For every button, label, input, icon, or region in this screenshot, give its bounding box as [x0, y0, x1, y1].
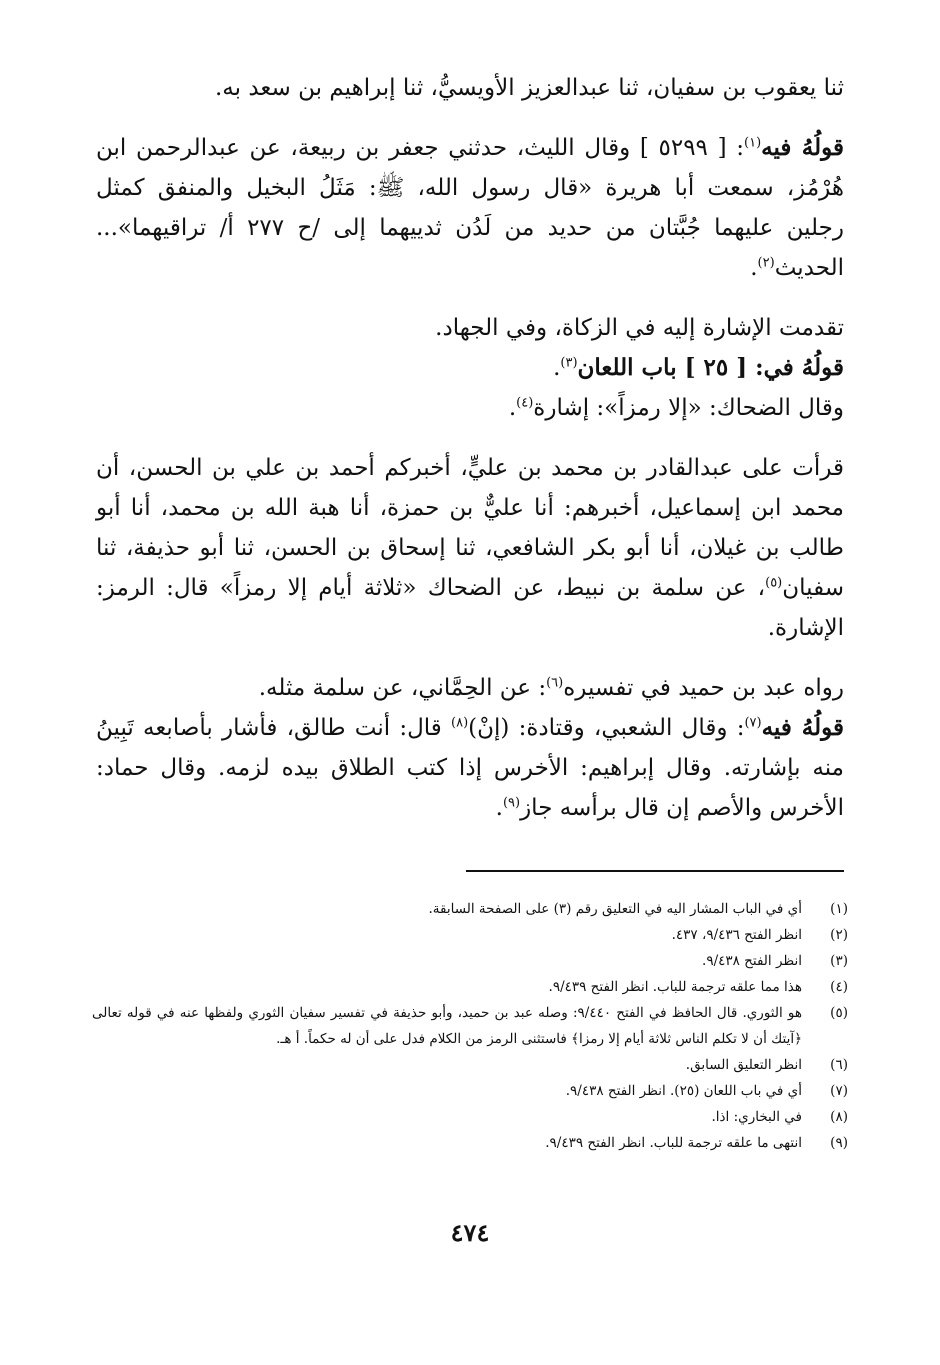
text-run: وقال الضحاك: «إلا رمزاً»: إشارة: [533, 395, 844, 421]
footnote: [92, 1104, 848, 1130]
section-reference: قولُهُ فيه: [761, 134, 844, 161]
paragraph: [96, 448, 844, 648]
text-run: .: [495, 795, 503, 821]
footnote: [92, 922, 848, 948]
text-run: ثنا يعقوب بن سفيان، ثنا عبدالعزيز الأويسيُّ، ثنا إبراهيم بن سعد به.: [215, 75, 844, 101]
text-run: قرأت على عبدالقادر بن محمد بن عليٍّ، أخبركم أحمد بن علي بن الحسن، أن محمد ابن إسماعيل، أخبرهم: أنا عليٌّ بن حمزة، أنا هبة الله بن محمد، أنا أبو طالب بن غيلان، أنا أبو بكر الشافعي، ثنا إسحاق بن الحسن، ثنا أبو حذيفة، ثنا سفيان: [96, 455, 844, 601]
text-run: ، عن سلمة بن نبيط، عن الضحاك «ثلاثة أيام إلا رمزاً» قال: الرمز: الإشارة.: [96, 575, 844, 641]
text-run: قال: أنت طالق، فأشار بأصابعه تَبِينُ منه بإشارته. وقال إبراهيم: الأخرس إذا كتب الطلاق بيده لزمه. وقال حماد: الأخرس والأصم إن قال برأسه جاز: [96, 715, 844, 821]
footnote-marker: (٧): [744, 715, 762, 731]
footnote-marker: (٨): [451, 715, 469, 731]
text-run: تقدمت الإشارة إليه في الزكاة، وفي الجهاد.: [435, 315, 844, 341]
page-number: ٤٧٤: [450, 1218, 490, 1247]
text-run: : عن الحِمَّاني، عن سلمة مثله.: [258, 675, 547, 701]
paragraph: [96, 388, 844, 428]
footnote-number: (٣): [830, 953, 848, 969]
footnote-number: (٤): [830, 979, 848, 995]
footnote-text: انظر الفتح ٩/٤٣٨.: [702, 953, 802, 969]
footnote-number: (٨): [830, 1109, 848, 1125]
footnote: [92, 1000, 848, 1052]
footnote-number: (٢): [830, 927, 848, 943]
main-text: [96, 68, 844, 828]
footnote-separator: [466, 870, 844, 872]
paragraph: [96, 308, 844, 348]
text-run: .: [750, 255, 758, 281]
footnote-marker: (١): [744, 135, 762, 151]
text-run: رواه عبد بن حميد في تفسيره: [563, 675, 844, 701]
footnote-marker: (٤): [516, 395, 534, 411]
section-reference: قولُهُ فيه: [761, 714, 844, 741]
footnote: [92, 1052, 848, 1078]
footnote-text: أي في باب اللعان (٢٥). انظر الفتح ٩/٤٣٨.: [565, 1083, 802, 1099]
footnote: [92, 948, 848, 974]
footnote-marker: (٣): [560, 355, 578, 371]
footnote: [92, 896, 848, 922]
paragraph: [96, 668, 844, 708]
footnote-marker: (٥): [765, 575, 783, 591]
footnote-number: (٥): [830, 1005, 848, 1021]
footnote-text: هذا مما علقه ترجمة للباب. انظر الفتح ٩/٤٣٩.: [548, 979, 802, 995]
text-run: .: [508, 395, 517, 421]
footnote-marker: (٩): [502, 795, 521, 811]
text-run: .: [553, 355, 561, 381]
footnote-number: (١): [830, 901, 848, 917]
section-reference: قولُهُ في: [ ٢٥ ] باب اللعان: [577, 354, 844, 381]
footnote: [92, 1078, 848, 1104]
footnote-number: (٦): [830, 1057, 848, 1073]
footnote: [92, 1130, 848, 1156]
paragraph: [96, 348, 844, 388]
footnote-marker: (٦): [546, 675, 564, 691]
paragraph: [96, 708, 844, 828]
paragraph: [96, 128, 844, 288]
footnote-marker: (٢): [757, 255, 775, 271]
footnote: [92, 974, 848, 1000]
footnote-text: هو الثوري. قال الحافظ في الفتح ٩/٤٤٠: وصله عبد بن حميد، وأبو حذيفة في تفسير سفيان الثوري ولفظها عنه في قوله تعالى ﴿آيتك أن لا تكلم الناس ثلاثة أيام إلا رمزا﴾ فاستثنى الرمز من الكلام فدل على أن له حكماً. أ هـ.: [92, 1005, 802, 1047]
text-run: : وقال الشعبي، وقتادة: (إنْ): [468, 715, 745, 741]
footnote-number: (٧): [830, 1083, 848, 1099]
footnote-text: انظر التعليق السابق.: [685, 1057, 802, 1073]
text-run: : [ ٥٢٩٩ ] وقال الليث، حدثني جعفر بن ربيعة، عن عبدالرحمن ابن هُرْمُز، سمعت أبا هريرة «قال رسول الله، ﷺ: مَثَلُ البخيل والمنفق كمثل رجلين عليهما جُبَّتان من حديد من لَدُن ثدييهما إلى /ح ٢٧٧ أ/ تراقيهما»... الحديث: [96, 135, 844, 281]
footnotes: [92, 896, 848, 1156]
footnote-text: أي في الباب المشار اليه في التعليق رقم (٣) على الصفحة السابقة.: [428, 901, 802, 917]
footnote-text: انتهى ما علقه ترجمة للباب. انظر الفتح ٩/٤٣٩.: [545, 1135, 802, 1151]
footnote-text: انظر الفتح ٩/٤٣٦، ٤٣٧.: [671, 927, 802, 943]
paragraph: [96, 68, 844, 108]
footnote-text: في البخاري: اذا.: [711, 1109, 802, 1125]
footnote-number: (٩): [830, 1135, 848, 1151]
